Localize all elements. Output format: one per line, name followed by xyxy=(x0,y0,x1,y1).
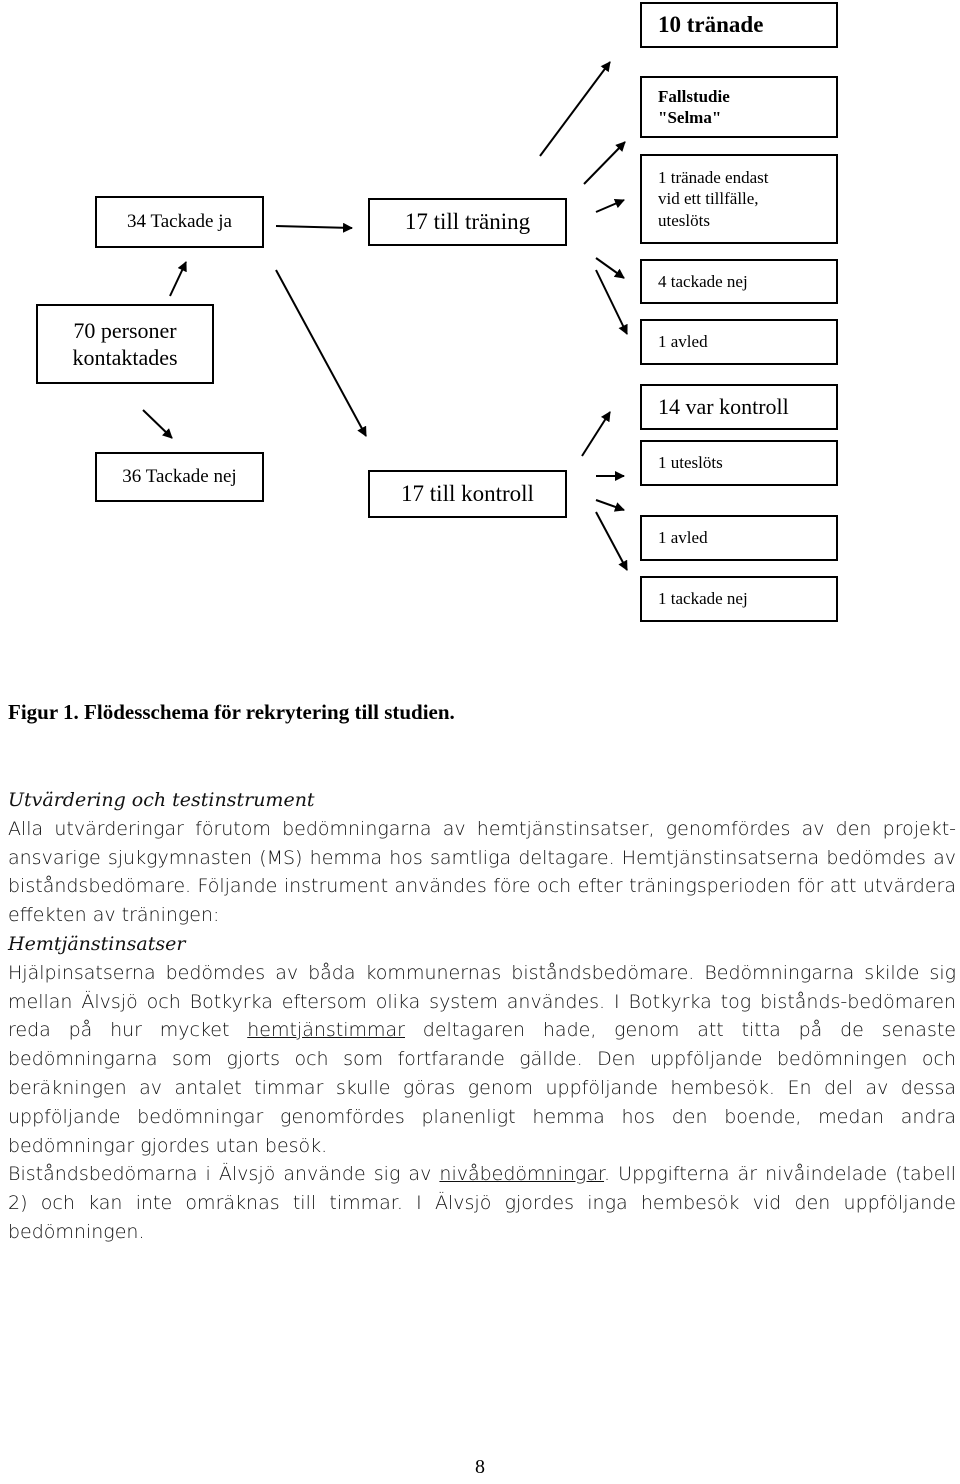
box-training-label: 17 till träning xyxy=(404,208,531,234)
paragraph-1: Alla utvärderingar förutom bedömningarna av hemtjänstinsatser, genomfördes av den projekt-ansvarige sjukgymnasten (MS) hemma hos samtliga deltagare. Hemtjänstinsatserna bedömdes av biståndsbedömare. Följande instrument användes före och efter träningsperioden för att utvärdera effekten av träningen: xyxy=(8,817,956,927)
hemtjanstimmar-link[interactable]: hemtjänstimmar xyxy=(247,1019,405,1042)
arrow-to-trained xyxy=(540,62,610,156)
arrow-yes-to-control xyxy=(276,270,366,436)
body-text xyxy=(8,786,956,1247)
box-control-14-label: 14 var kontroll xyxy=(658,394,789,420)
arrow-to-died-1 xyxy=(596,270,627,334)
arrow-to-trained-once xyxy=(596,200,624,212)
arrow-contacted-to-no xyxy=(143,410,172,438)
figure-caption: Figur 1. Flödesschema för rekrytering till studien. xyxy=(8,700,455,724)
paragraph-3 xyxy=(8,1160,956,1246)
page-number: 8 xyxy=(475,1456,485,1478)
subheading: Hemtjänstinsatser xyxy=(8,932,186,955)
paragraph-2 xyxy=(8,959,956,1161)
box-died-1-label: 1 avled xyxy=(658,332,708,352)
arrow-to-died-2 xyxy=(596,500,624,510)
box-trained-label: 10 tränade xyxy=(658,11,764,37)
box-contacted-label: 70 personer kontaktades xyxy=(72,317,178,370)
arrow-to-declined-4 xyxy=(596,258,624,278)
box-declined-label: 36 Tackade nej xyxy=(122,466,237,488)
flowchart-arrows xyxy=(0,0,960,640)
box-died-2-label: 1 avled xyxy=(658,528,708,548)
box-control-label: 17 till kontroll xyxy=(401,480,534,506)
arrow-to-control-14 xyxy=(582,412,610,456)
box-case-study-label: Fallstudie "Selma" xyxy=(658,86,730,127)
box-trained-once-label: 1 tränade endast vid ett tillfälle, uteslöts xyxy=(658,168,769,230)
arrow-yes-to-training xyxy=(276,226,352,228)
paragraph-3-end: . Uppgifterna är nivåindelade (tabell 2) och kan inte omräknas till timmar. I Älvsjö gjordes inga hembesök vid den uppföljande bedömningen. xyxy=(8,1163,957,1243)
section-heading: Utvärdering och testinstrument xyxy=(8,789,315,811)
box-excluded-1-label: 1 uteslöts xyxy=(658,453,723,473)
arrow-contacted-to-yes xyxy=(170,262,186,296)
nivabedomningar-link[interactable]: nivåbedömningar xyxy=(439,1163,605,1186)
arrow-to-declined-1 xyxy=(596,512,627,570)
paragraph-2-start: Hjälpinsatserna bedömdes av båda kommunernas biståndsbedömare. Bedömningarna skilde sig mellan Älvsjö och Botkyrka eftersom olika system användes. I Botkyrka tog bistånds-bedömaren reda på hur mycket xyxy=(8,961,956,1042)
arrow-to-case xyxy=(584,142,625,184)
paragraph-2-end: deltagaren hade, genom att titta på de senaste bedömningarna som gjorts och som fortfarande gällde. Den uppföljande bedömningen och beräkningen av antalet timmar skulle göras genom uppföljande hembesök. En del av dessa uppföljande bedömningar genomfördes planenligt hemma hos den boende, medan andra bedömningar gjordes utan besök. xyxy=(8,1019,956,1157)
paragraph-3-start: Biståndsbedömarna i Älvsjö använde sig av xyxy=(8,1163,440,1186)
box-declined-1-label: 1 tackade nej xyxy=(658,589,748,609)
box-accepted-label: 34 Tackade ja xyxy=(127,211,232,233)
box-declined-4-label: 4 tackade nej xyxy=(658,271,748,291)
